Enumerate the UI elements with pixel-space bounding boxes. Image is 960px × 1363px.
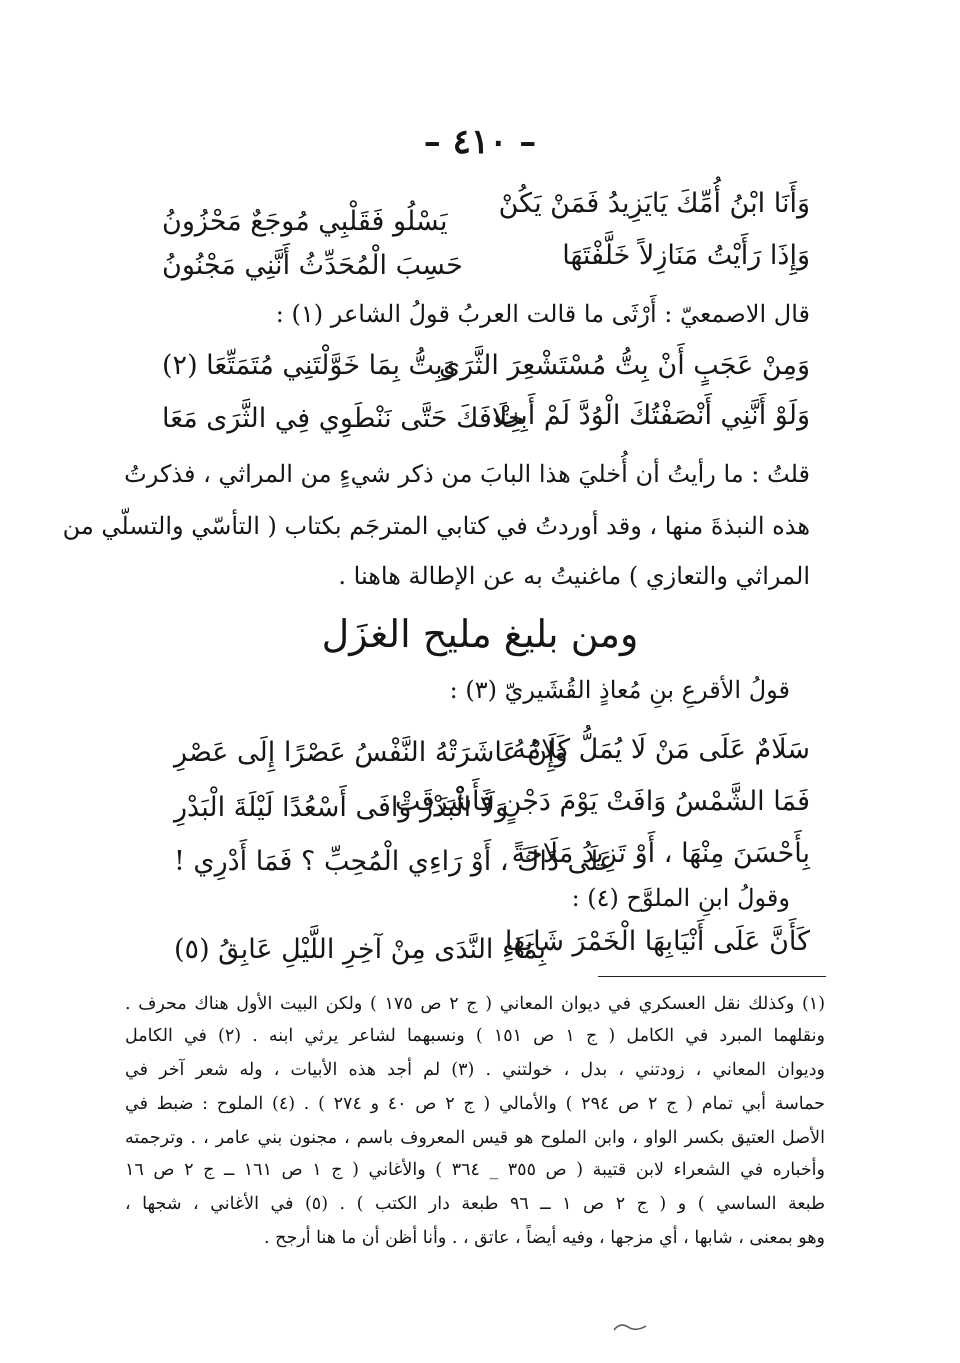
footnote-line-1: (١) وكذلك نقل العسكري في ديوان المعاني ( ج ٢ ص ١٧٥ ) ولكن البيت الأول هناك محرف .: [125, 994, 826, 1014]
footnote-line-5: الأصل العتيق بكسر الواو ، وابن الملوح هو قيس المعروف باسم ، مجنون بني عامر ، . وترجمته: [125, 1128, 825, 1148]
footnote-line-7: طبعة الساسي ) و ( ج ٢ ص ١ ــ ٩٦ طبعة دار الكتب ) . (٥) في الأغاني ، شجها ،: [125, 1194, 826, 1214]
verse-1-second-hemistich: يَسْلُو فَقَلْبِي مُوجَعٌ مَحْزُونُ: [162, 206, 448, 237]
verse-8-first-hemistich: كَأَنَّ عَلَى أَنْيَابِهَا الْخَمْرَ شَابَهَا: [504, 926, 810, 957]
scan-mark-icon: [610, 1318, 650, 1336]
page-number: – ٤١٠ –: [423, 122, 537, 162]
verse-7-second-hemistich: عَلَى ذَاكَ ، أَوْ رَاءِي الْمُحِبِّ ؟ فَمَا أَدْرِي !: [174, 846, 616, 877]
footnote-line-3: وديوان المعاني ، زودتني ، بدل ، خولتني . (٣) لم أجد هذه الأبيات ، وله شعر آخر في: [125, 1060, 825, 1080]
verse-4-first-hemistich: وَلَوْ أَنَّنِي أَنْصَفْتُكَ الْوُدَّ لَمْ أَبِتْ: [493, 400, 810, 431]
verse-1-first-hemistich: وَأَنَا ابْنُ أُمِّكَ يَايَزِيدُ فَمَنْ يَكُنْ: [498, 188, 810, 219]
verse-8-second-hemistich: بِمَاءِ النَّدَى مِنْ آخِرِ اللَّيْلِ عَابِقُ (٥): [174, 934, 547, 965]
verse-5-second-hemistich: وَإِنْ عَاشَرَتْهُ النَّفْسُ عَصْرًا إِلَى عَصْرِ: [174, 737, 568, 768]
footnote-line-8: وهو بمعنى ، شابها ، أي مزجها ، وفيه أيضاً ، عاتق ، . وأنا أظن أن ما هنا أرجح .: [264, 1228, 825, 1248]
verse-6-second-hemistich: وَلَا الْبَدْرُ وَافَى أَسْعُدًا لَيْلَةَ الْبَدْرِ: [174, 792, 509, 823]
verse-5-first-hemistich: سَلَامٌ عَلَى مَنْ لَا يُمَلُّ كَلَامُهُ: [512, 734, 810, 765]
asmai-intro: قال الاصمعيّ : أَرْثَى ما قالت العربُ قولُ الشاعر (١) :: [275, 300, 810, 328]
aqra-intro: قولُ الأقرعِ بنِ مُعاذٍ القُشَيريّ (٣) :: [449, 676, 790, 704]
paragraph-line-1: قلتُ : ما رأيتُ أن أُخليَ هذا البابَ من ذكر شيءٍ من المراثي ، فذكرتُ: [124, 460, 810, 488]
section-heading: ومن بليغ مليح الغزَل: [321, 612, 639, 656]
paragraph-line-3: المراثي والتعازي ) ماغنيتُ به عن الإطالة هاهنا .: [338, 562, 810, 590]
mulawwah-intro: وقولُ ابنِ الملوَّح (٤) :: [571, 884, 790, 912]
verse-4-second-hemistich: خِلَافَكَ حَتَّى نَنْطَوِي فِي الثَّرَى مَعَا: [162, 403, 525, 434]
footnote-line-4: حماسة أبي تمام ( ج ٢ ص ٢٩٤ ) والأمالي ( ج ٢ ص ٤٠ و ٢٧٤ ) . (٤) الملوح : ضبط في: [125, 1094, 826, 1114]
verse-2-first-hemistich: وَإِذَا رَأَيْتُ مَنَازِلاً خَلَّفْتَهَا: [562, 240, 810, 271]
verse-7-first-hemistich: بِأَحْسَنَ مِنْهَا ، أَوْ تَزِيدُ مَلَاحَةً: [511, 838, 810, 869]
footnote-separator: [598, 976, 826, 977]
footnote-line-2: ونقلهما المبرد في الكامل ( ج ١ ص ١٥١ ) ونسبهما لشاعر يرثي ابنه . (٢) في الكامل: [125, 1026, 825, 1046]
paragraph-line-2: هذه النبذةَ منها ، وقد أوردتُ في كتابي المترجَم بكتاب ( التأسّي والتسلّي من: [62, 512, 810, 540]
verse-6-first-hemistich: فَمَا الشَّمْسُ وَافَتْ يَوْمَ دَجْنٍ فَأَشْرَقَتْ: [395, 786, 810, 817]
footnote-line-6: وأخباره في الشعراء لابن قتيبة ( ص ٣٥٥ _ ٣٦٤ ) والأغاني ( ج ١ ص ١٦١ ــ ج ٢ ص ١٦: [125, 1160, 825, 1180]
verse-2-second-hemistich: حَسِبَ الْمُحَدِّثُ أَنَّنِي مَجْنُونُ: [162, 250, 463, 281]
verse-3-second-hemistich: وَبِتُّ بِمَا خَوَّلْتَنِي مُتَمَتِّعَا (٢): [162, 350, 456, 381]
verse-3-first-hemistich: وَمِنْ عَجَبٍ أَنْ بِتُّ مُسْتَشْعِرَ الثَّرَى: [439, 350, 810, 381]
